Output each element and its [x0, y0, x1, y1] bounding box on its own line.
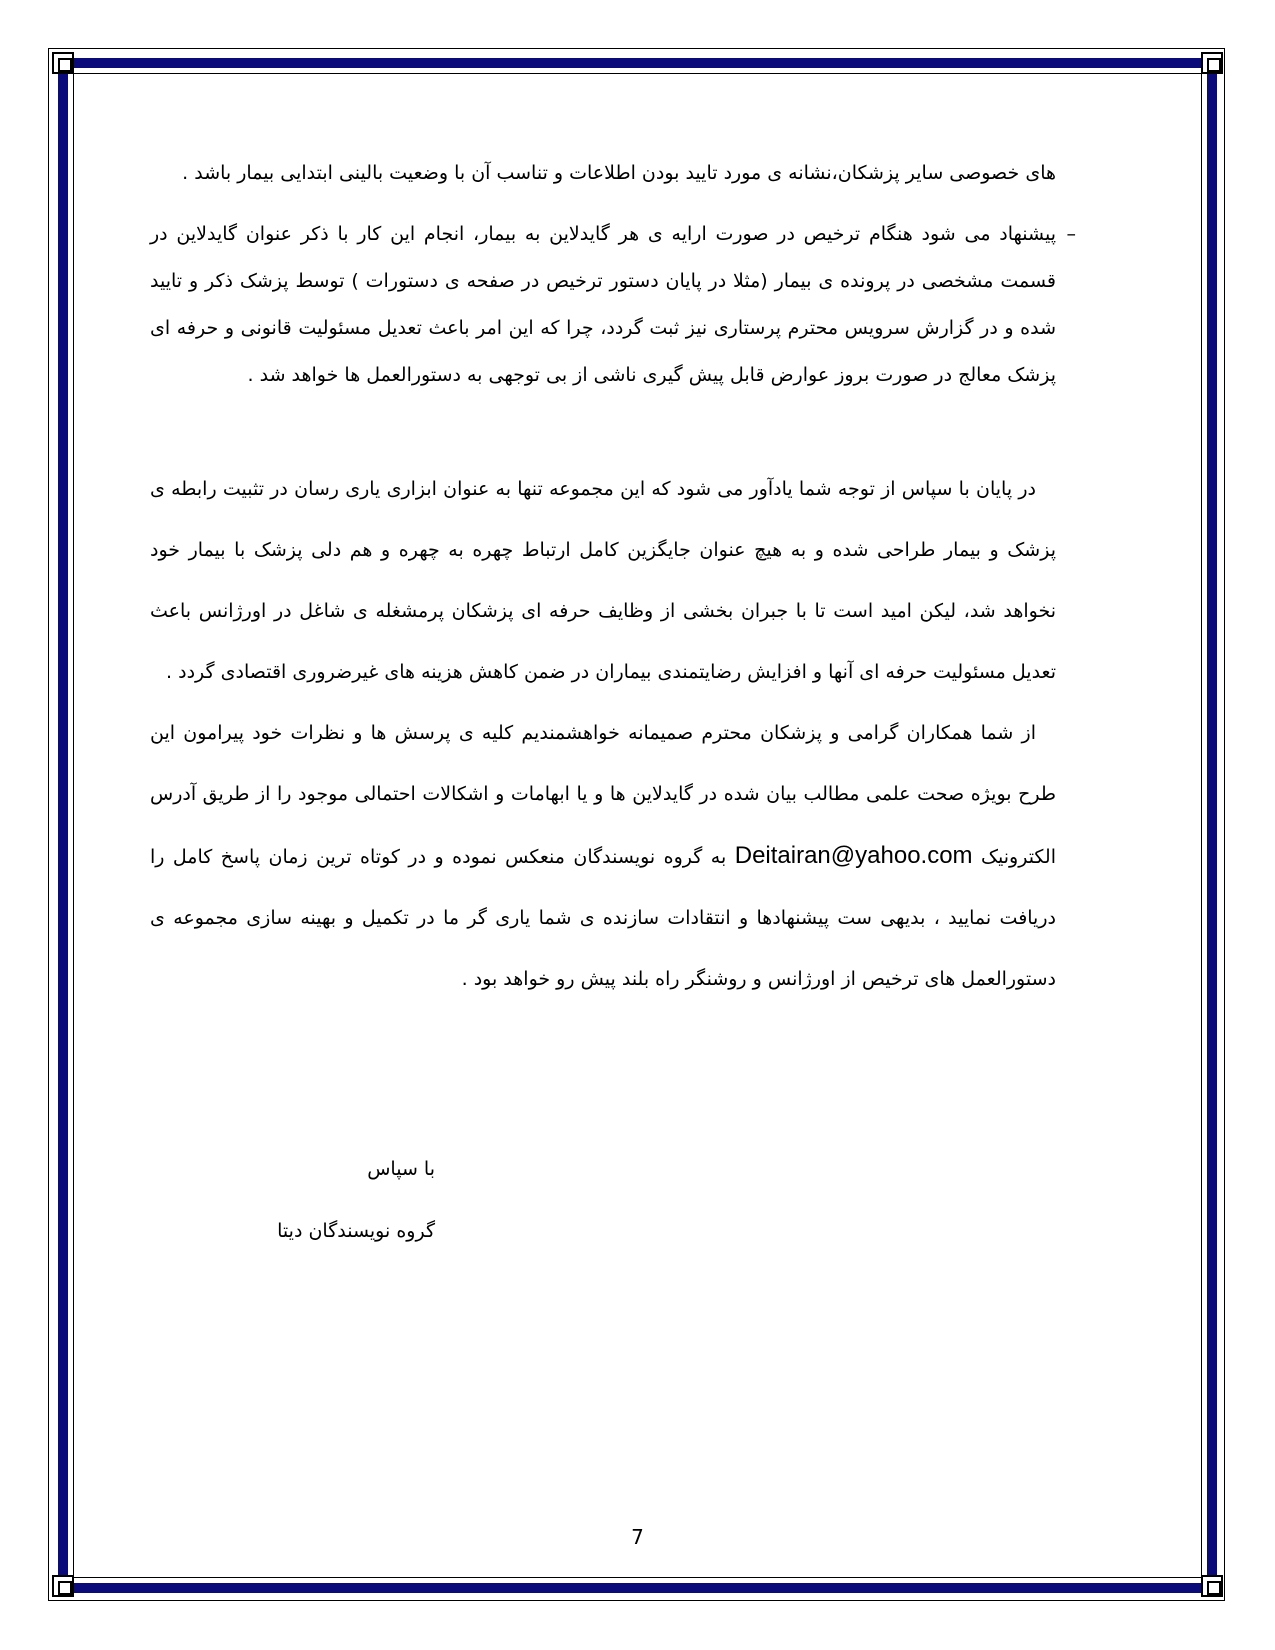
page-number: 7: [631, 1525, 644, 1549]
bullet-item: [150, 211, 1076, 399]
paragraph-continuation: های خصوصی سایر پزشکان،نشانه ی مورد تایید بودن اطلاعات و تناسب آن با وضعیت بالینی ابتدایی بیمار باشد .: [182, 162, 1056, 184]
border-corner-ornament: [52, 1575, 74, 1597]
border-corner-ornament: [1201, 52, 1223, 74]
border-corner-ornament: [1201, 1575, 1223, 1597]
paragraph-request-text: به گروه نویسندگان منعکس نموده و در کوتاه ترین زمان پاسخ کامل را دریافت نمایید ، بدیهی ست پیشنهادها و انتقادات سازنده ی شما یاری گر ما در تکمیل و بهینه سازی مجموعه ی دستورالعمل های ترخیص از اورژانس و روشنگر راه بلند پیش رو خواهد بود .: [150, 846, 1056, 990]
paragraph-request-text: از شما همکاران گرامی و پزشکان محترم صمیمانه خواهشمندیم کلیه ی پرسش ها و نظرات خود پیرامون این طرح بویژه صحت علمی مطالب بیان شده در گایدلاین ها و یا ابهامات و اشکالات احتمالی موجود را از طریق آدرس الکترونیک: [150, 722, 1056, 868]
closing-thanks: با سپاس: [367, 1158, 435, 1180]
bullet-marker: –: [1066, 223, 1076, 245]
border-corner-ornament: [52, 52, 74, 74]
paragraph-final: در پایان با سپاس از توجه شما یادآور می شود که این مجموعه تنها به عنوان ابزاری یاری رسان در تثبیت رابطه ی پزشک و بیمار طراحی شده و به هیچ عنوان جایگزین کامل ارتباط چهره به چهره و هم دلی پزشک با بیمار خود نخواهد شد، لیکن امید است تا با جبران بخشی از وظایف حرفه ای پزشکان پرمشغله ی شاغل در اورژانس باعث تعدیل مسئولیت حرفه ای آنها و افزایش رضایتمندی بیماران در ضمن کاهش هزینه های غیرضروری اقتصادی گردد .: [150, 478, 1056, 683]
email-address: Deitairan@yahoo.com: [734, 842, 973, 869]
closing-signature: گروه نویسندگان دیتا: [277, 1220, 435, 1242]
bullet-text: پیشنهاد می شود هنگام ترخیص در صورت ارایه ی هر گایدلاین به بیمار، انجام این کار با ذکر عنوان گایدلاین در قسمت مشخصی در پرونده ی بیمار (مثلا در پایان دستور ترخیص در صفحه ی دستورات ) توسط پزشک ذکر و تایید شده و در گزارش سرویس محترم پرستاری نیز ثبت گردد، چرا که این امر باعث تعدیل مسئولیت قانونی و حرفه ای پزشک معالج در صورت بروز عوارض قابل پیش گیری ناشی از بی توجهی به دستورالعمل ها خواهد شد .: [150, 223, 1056, 386]
document-body: [150, 150, 1076, 1010]
paragraph-request: [150, 703, 1056, 1010]
